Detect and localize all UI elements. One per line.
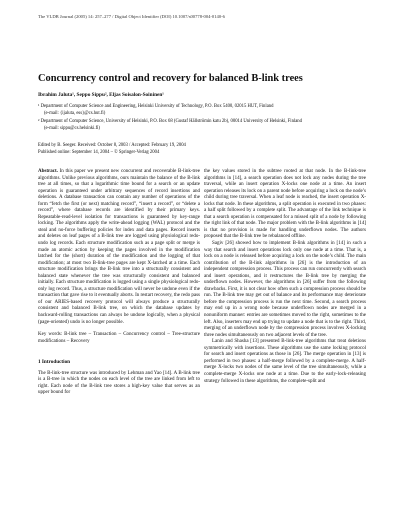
paper-title: Concurrency control and recovery for balanced B-link trees [38,73,303,84]
keywords [38,332,200,345]
affiliation-1 [38,104,378,117]
right-paragraph-2: Sagiv [26] showed how to implement B-link algorithms in [14] in such a way that search and insert operations lock only one node at a time. That is, a lock on a node is released before acquiring a lock on the node’s child. The main contribution of the B-link algorithms in [26] is the introduction of an independent compression process. This process can run concurrently with search and insert operations, and it restructures the B-link tree by merging the underflown nodes. However, the algorithms in [26] suffer from the following drawbacks. First, it is not clear how often such a compression process should be run. The B-link tree may get out of balance and its performance may deteriorate before the compression process is run the next time. Second, a search process may end up in a wrong node because underflown nodes are merged in a nonuniform manner: entries are sometimes moved to the right, sometimes to the left. Also, inserters may end up trying to update a node that is to the right. Third, merging of an underflown node by the compression process involves X-locking three nodes simultaneously on two adjacent levels of the tree. [204,241,366,338]
affiliation-2-email: (e-mail: sippu@cs.helsinki.fi) [44,125,100,131]
publication-dates [38,143,368,156]
left-column [38,169,200,397]
affiliations [38,104,378,135]
abstract [38,169,200,326]
affiliation-2-address: ² Department of Computer Science, University of Helsinki, P.O. Box 68 (Gustaf Hällströmin katu 2b), 00014 University of Helsinki, Finland [38,119,302,125]
published-line: Published online: September 14, 2004 – © Springer-Verlag 2004 [38,149,160,155]
affiliation-2 [38,119,378,132]
right-column [204,169,366,385]
right-paragraph-1: the key values stored in the subtree rooted at that node. In the B-link-tree algorithms in [14], a search operation does not lock any nodes during the tree traversal, while an insert operation X-locks one node at a time. An insert operation releases its lock on a parent node before acquiring a lock on the node’s child during tree traversal. When a leaf node is reached, the insert operation X-locks that node. In these algorithms, a split operation is executed in two phases: a half split followed by a complete split. The advantage of the link technique is that a search operation is compensated for a missed split of a node by following the right link of that node. The major problem with the B-link algorithms in [14] is that no provision is made for handling underflown nodes. The authors proposed that the B-link tree be rebalanced offline. [204,169,366,240]
right-paragraph-3: Lanin and Shasha [13] presented B-link-tree algorithms that treat deletions symmetrically with insertions. These algorithms use the same locking protocol for search and insert operations as those in [26]. The merge operation in [13] is performed in two phases: a half-merge followed by a complete-merge. A half-merge X-locks two nodes of the same level of the tree simultaneously, while a complete-merge X-locks one node at a time. Due to the early-lock-releasing strategy followed in these algorithms, the complete-split and [204,339,366,384]
journal-header: The VLDB Journal (2005) 14: 257–277 / Digital Object Identifier (DOI) 10.1007/s00778-004-0140-6 [38,14,225,19]
affiliation-1-address: ¹ Department of Computer Science and Engineering, Helsinki University of Technology, P.O. Box 5400, 02015 HUT, Finland [38,104,274,109]
section-heading-introduction: 1 Introduction [38,359,71,366]
intro-paragraph-1: The B-link-tree structure was introduced by Lehman and Yao [14]. A B-link tree is a B-tree in which the nodes on each level of the tree are linked from left to right. Each node of the B-link tree stores a high-key value that serves as an upper bound for [38,370,200,396]
received-accepted-line: Edited by B. Seeger. Received: October 8, 2003 / Accepted: February 19, 2004 [38,143,186,148]
keywords-text: B-link tree – Transaction – Concurrency control – Tree-structure modifications – Recovery [38,332,201,344]
abstract-text: In this paper we present new concurrent and recoverable B-link-tree algorithms. Unlike previous algorithms, ours maintain the balance of the B-link tree at all times, so that a logarithmic time bound for a search or an update operation is guaranteed under arbitrary sequences of record insertions and deletions. A database transaction can contain any number of operations of the form “fetch the first (or next) matching record”, “insert a record”, or “delete a record”, where database records are identified by their primary keys. Repeatable-read-level isolation for transactions is guaranteed by key-range locking. The algorithms apply the write-ahead logging (WAL) protocol and the steal and no-force buffering policies for index and data pages. Record inserts and deletes on leaf pages of a B-link tree are logged using physiological redo-undo log records. Each structure modification such as a page split or merge is made an atomic action by keeping the pages involved in the modification latched for the (short) duration of the modification and the logging of that modification; at most two B-link-tree pages are kept X-latched at a time. Each structure modification brings the B-link tree into a structurally consistent and balanced state whenever the tree was structurally consistent and balanced initially. Each structure modification is logged using a single physiological redo-only log record. Thus, a structure modification will never be undone even if the transaction that gave rise to it eventually aborts. In restart recovery, the redo pass of our ARIES-based recovery protocol will always produce a structurally consistent and balanced B-link tree, on which the database updates by backward-rolling transactions can always be undone logically, when a physical (page-oriented) undo is no longer possible. [38,169,200,325]
author-list: Ibrahim Jaluta¹, Seppo Sippu², Eljas Soisalon-Soininen¹ [38,92,164,98]
keywords-label: Key words: [38,332,63,338]
abstract-label: Abstract. [38,169,58,174]
affiliation-1-email: (e-mail: {ijaluta, ess}@cs.hut.fi) [44,110,106,116]
